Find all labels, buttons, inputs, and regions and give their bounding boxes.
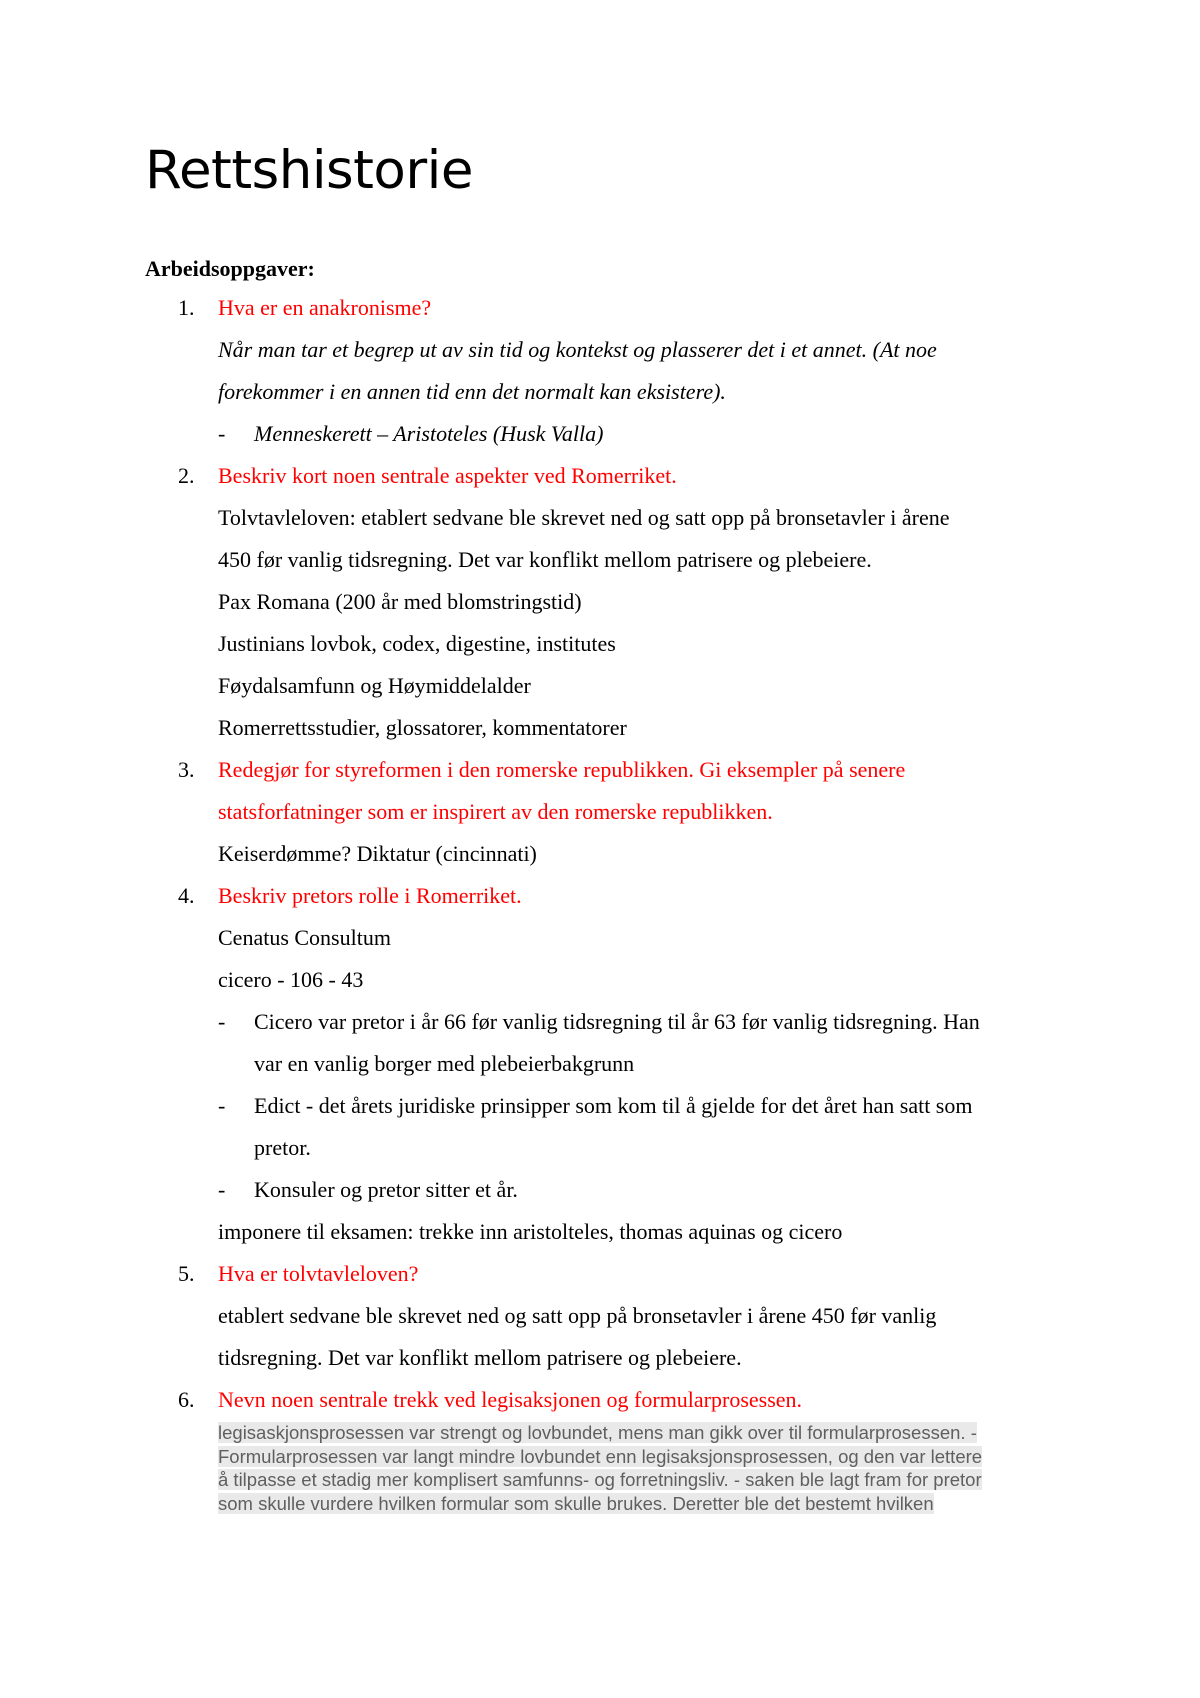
excerpt-line: legisaskjonsprosessen var strengt og lovbundet, mens man gikk over til formularprosessen. - (218, 1422, 977, 1443)
answer-text: etablert sedvane ble skrevet ned og satt opp på bronsetavler i årene 450 før vanlig (218, 1303, 937, 1328)
answer-text: Justinians lovbok, codex, digestine, institutes (218, 631, 616, 656)
answer-text: Keiserdømme? Diktatur (cincinnati) (218, 841, 537, 866)
question-text: Nevn noen sentrale trekk ved legisaksjonen og formularprosessen. (218, 1387, 803, 1412)
answer-text: 450 før vanlig tidsregning. Det var konflikt mellom patrisere og plebeiere. (218, 547, 872, 572)
list-number: 4. (178, 883, 195, 908)
excerpt-line: Formularprosessen var langt mindre lovbundet enn legisaksjonsprosessen, og den var lettere (218, 1445, 983, 1467)
question-text: Beskriv pretors rolle i Romerriket. (218, 883, 522, 908)
bullet-dash: - (218, 1093, 226, 1118)
answer-text: tidsregning. Det var konflikt mellom patrisere og plebeiere. (218, 1345, 742, 1370)
list-number: 6. (178, 1387, 195, 1412)
question-text: Redegjør for styreformen i den romerske republikken. Gi eksempler på senere (218, 757, 906, 782)
question-text: Beskriv kort noen sentrale aspekter ved Romerriket. (218, 463, 677, 488)
excerpt-line: å tilpasse et stadig mer komplisert samfunns- og forretningsliv. - saken ble lagt fram for pretor (218, 1469, 982, 1490)
section-heading: Arbeidsoppgaver: (145, 256, 315, 281)
answer-text: forekommer i en annen tid enn det normalt kan eksistere). (218, 379, 726, 404)
bullet-dash: - (218, 1009, 226, 1034)
answer-text: Cenatus Consultum (218, 925, 391, 950)
bullet-text: Cicero var pretor i år 66 før vanlig tidsregning til år 63 før vanlig tidsregning. Han (254, 1009, 980, 1034)
question-text: Hva er tolvtavleloven? (218, 1261, 419, 1286)
bullet-text: Menneskerett – Aristoteles (Husk Valla) (254, 421, 604, 446)
answer-text: imponere til eksamen: trekke inn aristolteles, thomas aquinas og cicero (218, 1219, 843, 1244)
bullet-text: Konsuler og pretor sitter et år. (254, 1177, 518, 1202)
page-title: Rettshistorie (145, 140, 473, 201)
excerpt-line: som skulle vurdere hvilken formular som skulle brukes. Deretter ble det bestemt hvilken (218, 1492, 934, 1514)
answer-text: Romerrettsstudier, glossatorer, kommentatorer (218, 715, 627, 740)
excerpt-block (218, 1421, 1058, 1515)
bullet-dash: - (218, 1177, 226, 1202)
list-number: 2. (178, 463, 195, 488)
list-number: 5. (178, 1261, 195, 1286)
answer-text: Pax Romana (200 år med blomstringstid) (218, 589, 582, 614)
answer-text: cicero - 106 - 43 (218, 967, 364, 992)
question-text: Hva er en anakronisme? (218, 295, 432, 320)
list-number: 3. (178, 757, 195, 782)
bullet-dash: - (218, 421, 226, 446)
bullet-text: var en vanlig borger med plebeierbakgrunn (254, 1051, 635, 1076)
question-text: statsforfatninger som er inspirert av den romerske republikken. (218, 799, 773, 824)
answer-text: Tolvtavleloven: etablert sedvane ble skrevet ned og satt opp på bronsetavler i årene (218, 505, 950, 530)
bullet-text: Edict - det årets juridiske prinsipper som kom til å gjelde for det året han satt som (254, 1093, 973, 1118)
answer-text: Føydalsamfunn og Høymiddelalder (218, 673, 531, 698)
bullet-text: pretor. (254, 1135, 311, 1160)
answer-text: Når man tar et begrep ut av sin tid og kontekst og plasserer det i et annet. (At noe (218, 337, 937, 362)
list-number: 1. (178, 295, 195, 320)
